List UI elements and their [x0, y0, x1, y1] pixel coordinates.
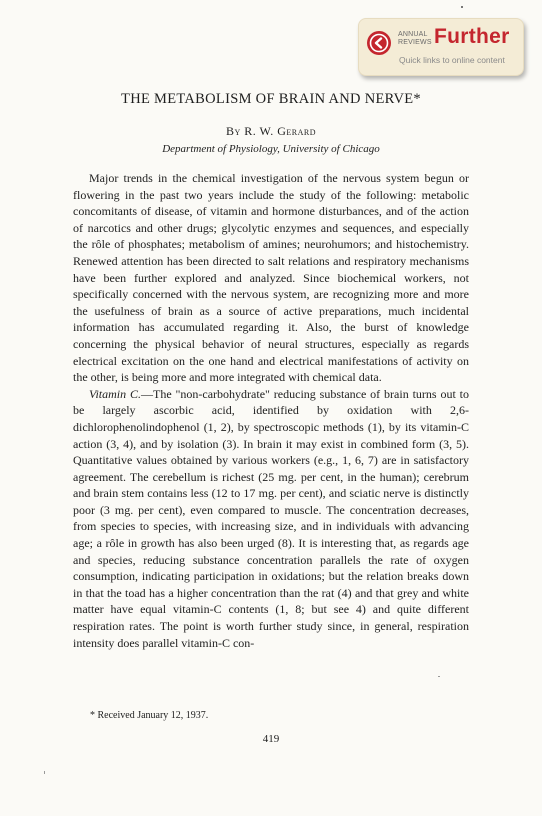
scan-speck [44, 771, 45, 774]
paragraph [73, 386, 469, 652]
affiliation-line: Department of Physiology, University of Chicago [162, 143, 380, 155]
scan-speck [461, 6, 463, 8]
annual-reviews-logo [398, 31, 432, 47]
page-number: 419 [262, 733, 280, 745]
article-body [73, 170, 469, 651]
badge-title: Further [434, 25, 510, 48]
paragraph-text: Major trends in the chemical investigation of the nervous system begun or flowering in the past two years include the study of the following: metabolic concomitants of disease, of vitamin and hormone disturbances, and of the action of narcotics and other drugs; glycolytic enzymes and sequences, and especially the rôle of phosphates; metabolism of amines; neurohumors; and histochemistry. Renewed attention has been directed to salt relations and respiratory mechanisms have been further explored and analyzed. Since biochemical workers, not specifically concerned with the nervous system, are recognizing more and more the usefulness of brain as a source of active preparations, much incidental information has accumulated regarding it. Also, the burst of knowledge concerning the physical behavior of neural structures, especially as regards electrical excitation on the one hand and electrical manifestations of activity on the other, is being more and more integrated with chemical data. [73, 171, 469, 385]
badge-subtitle: Quick links to online content [399, 55, 505, 65]
footnote: * Received January 12, 1937. [90, 710, 209, 721]
badge-brand-line1: ANNUAL [398, 31, 428, 38]
section-heading: Vitamin C. [89, 386, 141, 401]
arrow-circle-icon [367, 31, 391, 55]
paragraph-text: —The "non-carbohydrate" reducing substance of brain turns out to be largely ascorbic acid, identified by oxidation with 2,6-dichlorophenolindophenol (1, 2), by spectroscopic methods (1), by its vitamin-C action (3, 4), and by isolation (3). In brain it may exist in combined form (3, 5). Quantitative values obtained by various workers (e.g., 1, 6, 7) are in satisfactory agreement. The cerebellum is richest (25 mg. per cent, in the human); cerebrum and brain stem contains less (12 to 17 mg. per cent), and sciatic nerve is distinctly poor (3 mg. per cent), even compared to muscle. The concentration decreases, from species to species, with increasing size, and in individuals with advancing age; a rôle in growth has also been urged (8). It is interesting that, as regards age and species, reducing substance concentration parallels the rate of oxygen consumption, indicating participation in oxidations; but the relation breaks down in that the toad has a higher concentration than the rat (4) and that grey and white matter have equal vitamin-C contents (1, 8; but see 4) and quite different respiration rates. The point is worth further study since, in general, respiration intensity does parallel vitamin-C con- [73, 386, 469, 650]
paragraph [73, 170, 469, 386]
badge-brand-line2: REVIEWS [398, 39, 432, 46]
article-title: THE METABOLISM OF BRAIN AND NERVE* [121, 91, 421, 107]
author-line: By R. W. Gerard [225, 124, 317, 138]
further-badge[interactable] [358, 18, 524, 76]
scan-speck [438, 676, 440, 677]
